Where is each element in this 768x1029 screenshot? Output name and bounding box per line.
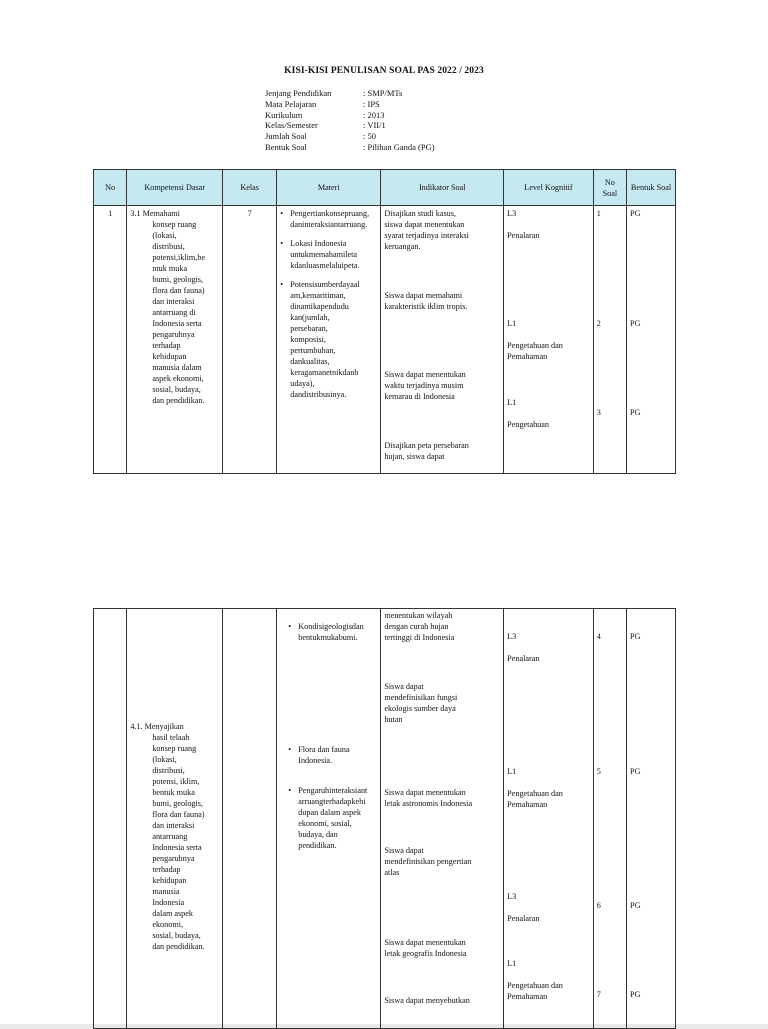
document-meta bbox=[265, 88, 435, 153]
level-item: L3 Penalaran bbox=[507, 632, 540, 663]
bentuk-soal-item: PG bbox=[630, 632, 641, 641]
bentuk-soal-item: PG bbox=[630, 990, 641, 999]
indikator-item: Siswa dapat menentukan waktu terjadinya musim kemarau di Indonesia bbox=[384, 370, 466, 401]
header-no: No bbox=[94, 170, 127, 206]
materi-item: • Potensisumberdayaal am,kemaritiman, dinamikapendudu kan(jumlah, persebaran, komposisi, pertumbuhan, dankualitas, keragamanetnikdanb udaya), dandistribusinya. bbox=[288, 279, 377, 400]
level-item: L3 Penalaran bbox=[507, 892, 540, 923]
level-item: L1 Pengetahuan bbox=[507, 398, 550, 429]
indikator-item: Siswa dapat memahami karakteristik iklim tropis. bbox=[384, 291, 468, 311]
no-soal-item: 3 bbox=[596, 408, 601, 417]
cell-no: 1 bbox=[94, 206, 127, 474]
meta-value: : 2013 bbox=[363, 109, 385, 120]
cell-no-soal bbox=[593, 609, 626, 1029]
meta-key: Bentuk Soal bbox=[265, 141, 307, 152]
table-row bbox=[94, 206, 676, 474]
bentuk-soal-item: PG bbox=[630, 319, 641, 328]
meta-key: Kurikulum bbox=[265, 109, 303, 120]
no-soal-item: 7 bbox=[596, 990, 601, 999]
cell-no bbox=[94, 609, 127, 1029]
cell-kompetensi-dasar bbox=[127, 206, 223, 474]
header-kompetensi-dasar: Kompetensi Dasar bbox=[127, 170, 223, 206]
cell-kelas: 7 bbox=[223, 206, 277, 474]
no-soal-item: 1 bbox=[596, 209, 601, 218]
cell-kompetensi-dasar bbox=[127, 609, 223, 1029]
kd-text: 4.1. Menyajikan hasil telaah konsep ruang (lokasi, distribusi, potensi, iklim, bentuk muka bumi, geologis, flora dan fauna) dan interaksi antarruang Indonesia serta pengaruhnya terhadap kehidupan manusia Indonesia dalam aspek ekonomi, sosial, budaya, dan pendidikan. bbox=[130, 722, 205, 951]
no-soal-item: 2 bbox=[596, 319, 601, 328]
meta-value: : SMP/MTs bbox=[363, 88, 403, 98]
meta-value: : VII/1 bbox=[363, 120, 386, 131]
cell-bentuk-soal bbox=[627, 609, 676, 1029]
indikator-item: Disajikan studi kasus, siswa dapat menentukan syarat terjadinya interaksi keruangan. bbox=[384, 209, 469, 251]
materi-item: • Pengaruhinteraksiant arruangterhadapkehi dupan dalam aspek ekonomi, sosial, budaya, dan pendidikan. bbox=[296, 785, 377, 851]
kd-text: 3.1 Memahami konsep ruang (lokasi, distribusi, potensi,iklim,be ntuk muka bumi, geologis, flora dan fauna) dan interaksi antarruang di Indonesia serta pengaruhnya terhadap kehidupan manusia dalam aspek ekonomi, sosial, budaya, dan pendidikan. bbox=[130, 209, 206, 405]
cell-no-soal bbox=[593, 206, 626, 474]
indikator-item: Siswa dapat mendefinisikan pengertian atlas bbox=[384, 846, 472, 877]
bentuk-soal-item: PG bbox=[630, 767, 641, 776]
indikator-item: Siswa dapat menentukan letak astronomis Indonesia bbox=[384, 788, 473, 808]
cell-indikator bbox=[381, 609, 504, 1029]
kisi-kisi-table-1 bbox=[93, 169, 676, 474]
materi-item: • Kondisigeologisdan bentukmukabumi. bbox=[296, 621, 377, 643]
level-item: L1 Pengetahuan dan Pemahaman bbox=[507, 959, 563, 1001]
header-bentuk-soal: Bentuk Soal bbox=[627, 170, 676, 206]
no-soal-item: 4 bbox=[596, 632, 601, 641]
table-row bbox=[94, 609, 676, 1029]
cell-materi bbox=[277, 206, 381, 474]
cell-indikator bbox=[381, 206, 504, 474]
materi-item: • Flora dan fauna Indonesia. bbox=[296, 744, 377, 766]
indikator-item: Siswa dapat menentukan letak geografis Indonesia bbox=[384, 938, 467, 958]
no-soal-item: 6 bbox=[596, 901, 601, 910]
header-kelas: Kelas bbox=[223, 170, 277, 206]
meta-value: : IPS bbox=[363, 98, 380, 109]
bentuk-soal-item: PG bbox=[630, 408, 641, 417]
meta-key: Jumlah Soal bbox=[265, 131, 307, 142]
cell-level-kognitif bbox=[504, 609, 594, 1029]
no-soal-item: 5 bbox=[596, 767, 601, 776]
cell-materi bbox=[277, 609, 381, 1029]
document-title: KISI-KISI PENULISAN SOAL PAS 2022 / 2023 bbox=[284, 66, 484, 76]
level-item: L3 Penalaran bbox=[507, 209, 540, 240]
kisi-kisi-table-2 bbox=[93, 608, 676, 1029]
materi-item: • Lokasi Indonesia untukmemahamileta kdanluasmelaluipeta. bbox=[288, 238, 377, 271]
indikator-item: menentukan wilayah dengan curah hujan tertinggi di Indonesia bbox=[384, 611, 455, 642]
materi-item: • Pengertiankonsepruang, daninteraksiantarruang. bbox=[288, 208, 377, 230]
bentuk-soal-item: PG bbox=[630, 209, 641, 218]
bentuk-soal-item: PG bbox=[630, 901, 641, 910]
header-materi: Materi bbox=[277, 170, 381, 206]
meta-value: : 50 bbox=[363, 131, 376, 142]
indikator-item: Siswa dapat mendefinisikan fungsi ekologis sumber daya hutan bbox=[384, 682, 458, 724]
cell-kelas bbox=[223, 609, 277, 1029]
level-item: L1 Pengetahuan dan Pemahaman bbox=[507, 319, 563, 361]
cell-level-kognitif bbox=[504, 206, 594, 474]
meta-key: Jenjang Pendidikan bbox=[265, 88, 332, 98]
header-indikator-soal: Indikator Soal bbox=[381, 170, 504, 206]
indikator-item: Siswa dapat menyebutkan bbox=[384, 996, 470, 1005]
level-item: L1 Pengetahuan dan Pemahaman bbox=[507, 767, 563, 809]
materi-list bbox=[288, 733, 377, 870]
meta-value: : Pilihan Ganda (PG) bbox=[363, 141, 435, 152]
header-no-soal: No Soal bbox=[593, 170, 626, 206]
meta-key: Kelas/Semester bbox=[265, 120, 318, 131]
table-header-row bbox=[94, 170, 676, 206]
meta-key: Mata Pelajaran bbox=[265, 98, 317, 109]
header-level-kognitif: Level Kognitif bbox=[504, 170, 594, 206]
indikator-item: Disajikan peta persebaran hujan, siswa dapat bbox=[384, 441, 469, 461]
materi-list bbox=[288, 610, 377, 662]
cell-bentuk-soal bbox=[627, 206, 676, 474]
